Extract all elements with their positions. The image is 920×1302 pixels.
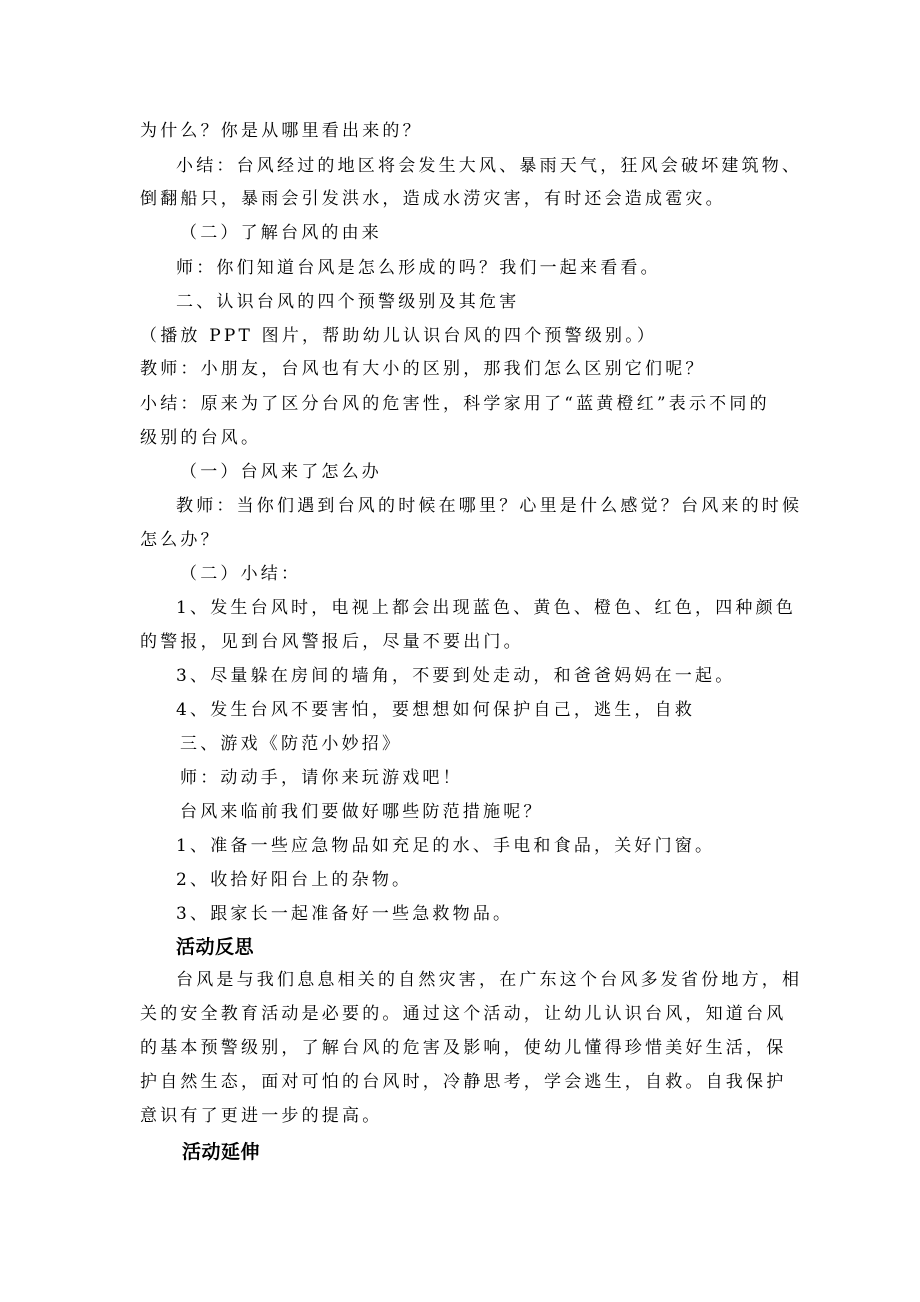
reflection-line: 意识有了更进一步的提高。 (140, 1106, 383, 1126)
text-line: （二）小结： (180, 564, 302, 584)
text-line: 小结：原来为了区分台风的危害性，科学家用了“蓝黄橙红”表示不同的 (140, 394, 770, 414)
text-line: 怎么办？ (140, 530, 221, 550)
text-line: （二）了解台风的由来 (180, 223, 382, 243)
text-line: 三、游戏《防范小妙招》 (180, 734, 403, 754)
text-line: 小结：台风经过的地区将会发生大风、暴雨天气，狂风会破坏建筑物、 (176, 156, 803, 176)
reflection-line: 台风是与我们息息相关的自然灾害，在广东这个台风多发省份地方，相 (176, 970, 803, 990)
text-line: 为什么？你是从哪里看出来的？ (140, 121, 423, 141)
text-line: 倒翻船只，暴雨会引发洪水，造成水涝灾害，有时还会造成雹灾。 (140, 189, 726, 209)
reflection-line: 的基本预警级别，了解台风的危害及影响，使幼儿懂得珍惜美好生活，保 (140, 1038, 787, 1058)
text-line: 教师：小朋友，台风也有大小的区别，那我们怎么区别它们呢？ (140, 359, 706, 379)
text-line: 台风来临前我们要做好哪些防范措施呢？ (180, 802, 544, 822)
heading-reflection: 活动反思 (176, 936, 255, 958)
text-line: 2、收拾好阳台上的杂物。 (176, 870, 413, 890)
reflection-line: 关的安全教育活动是必要的。通过这个活动，让幼儿认识台风，知道台风 (140, 1004, 787, 1024)
heading-extension: 活动延伸 (182, 1141, 261, 1163)
text-line: 二、认识台风的四个预警级别及其危害 (176, 292, 520, 312)
reflection-line: 护自然生态，面对可怕的台风时，冷静思考，学会逃生，自救。自我保护 (140, 1072, 787, 1092)
text-line: 3、跟家长一起准备好一些急救物品。 (176, 904, 514, 924)
text-line: 教师：当你们遇到台风的时候在哪里？心里是什么感觉？台风来的时候 (176, 496, 803, 516)
text-line: 级别的台风。 (140, 428, 262, 448)
text-line: 4、发生台风不要害怕，要想想如何保护自己，逃生，自救 (176, 700, 696, 720)
text-line: 的警报，见到台风警报后，尽量不要出门。 (140, 632, 524, 652)
text-line: 3、尽量躲在房间的墙角，不要到处走动，和爸爸妈妈在一起。 (176, 666, 736, 686)
text-line: （一）台风来了怎么办 (180, 462, 382, 482)
text-line: 师：动动手，请你来玩游戏吧！ (180, 768, 463, 788)
text-line: 1、发生台风时，电视上都会出现蓝色、黄色、橙色、红色，四种颜色 (176, 598, 797, 618)
text-line: 师：你们知道台风是怎么形成的吗？我们一起来看看。 (176, 258, 661, 278)
text-line: 1、准备一些应急物品如充足的水、手电和食品，关好门窗。 (176, 836, 716, 856)
text-line: （播放 PPT 图片，帮助幼儿认识台风的四个预警级别。） (140, 326, 658, 346)
